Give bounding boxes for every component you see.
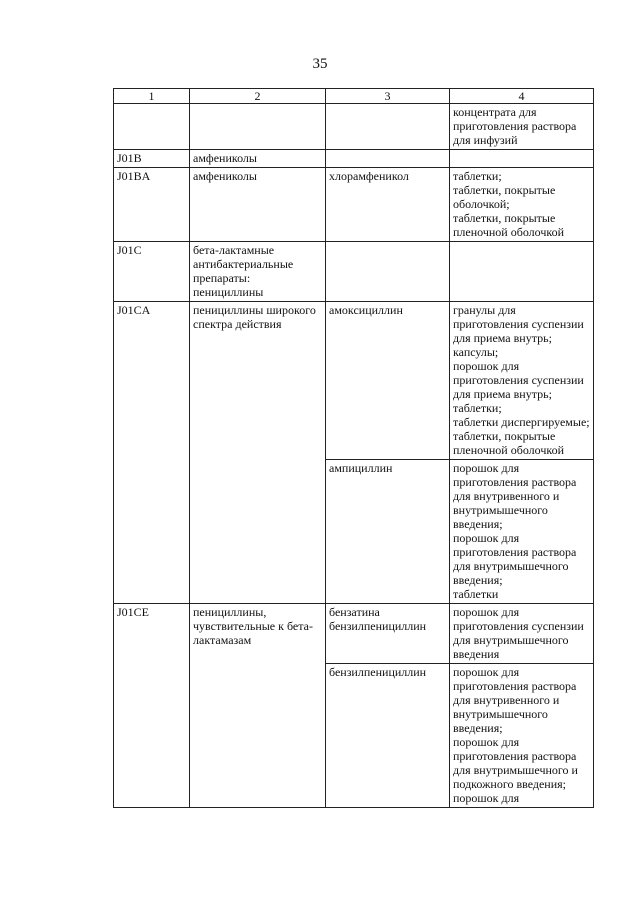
forms-cell <box>450 104 594 150</box>
form-line: для внутримышечного <box>453 559 569 573</box>
form-line: порошок для <box>453 531 520 545</box>
form-line: пленочной оболочкой <box>453 443 565 457</box>
table-row <box>114 168 594 242</box>
form-line: подкожного введения; <box>453 777 566 791</box>
forms-cell <box>450 168 594 242</box>
form-line: введения; <box>453 517 503 531</box>
drug-cell <box>326 104 450 150</box>
atc-code-cell: J01CA <box>114 302 190 604</box>
form-line: порошок для <box>453 791 520 805</box>
form-line: приготовления раствора <box>453 679 577 693</box>
drug-cell <box>326 168 450 242</box>
page-number: 35 <box>312 56 328 72</box>
form-line: для внутримышечного <box>453 633 569 647</box>
table-row <box>114 104 594 150</box>
forms-cell <box>450 150 594 168</box>
drug-cell <box>326 150 450 168</box>
form-line: приготовления раствора <box>453 545 577 559</box>
form-line: порошок для <box>453 735 520 749</box>
header-row <box>114 89 594 104</box>
form-line: таблетки, покрытые <box>453 211 556 225</box>
group-line: амфениколы <box>193 151 257 165</box>
group-cell <box>190 104 326 150</box>
group-line: чувствительные к бета- <box>193 619 313 633</box>
table-row <box>114 302 594 460</box>
forms-cell <box>450 460 594 604</box>
form-line: для внутривенного и <box>453 693 560 707</box>
form-line: оболочкой; <box>453 197 510 211</box>
column-header-3: 3 <box>326 89 450 104</box>
form-line: введения; <box>453 573 503 587</box>
form-line: порошок для <box>453 665 520 679</box>
atc-code-cell: J01B <box>114 150 190 168</box>
form-line: таблетки, покрытые <box>453 429 556 443</box>
drug-table <box>113 88 594 808</box>
atc-code-cell: J01CE <box>114 604 190 808</box>
form-line: пленочной оболочкой <box>453 225 565 239</box>
column-header-4: 4 <box>450 89 594 104</box>
form-line: введения; <box>453 721 503 735</box>
drug-cell <box>326 664 450 808</box>
form-line: концентрата для <box>453 105 537 119</box>
atc-code-cell: J01BA <box>114 168 190 242</box>
form-line: порошок для <box>453 359 520 373</box>
group-cell <box>190 604 326 808</box>
group-line: пенициллины, <box>193 605 267 619</box>
group-cell <box>190 150 326 168</box>
group-cell <box>190 302 326 604</box>
group-cell <box>190 242 326 302</box>
column-header-2: 2 <box>190 89 326 104</box>
group-line: антибактериальные <box>193 257 294 271</box>
drug-line: бензилпенициллин <box>329 619 427 633</box>
group-line: пенициллины широкого <box>193 303 316 317</box>
group-line: препараты: <box>193 271 251 285</box>
form-line: таблетки, покрытые <box>453 183 556 197</box>
form-line: гранулы для <box>453 303 516 317</box>
form-line: приготовления раствора <box>453 749 577 763</box>
drug-cell <box>326 242 450 302</box>
drug-line: бензилпенициллин <box>329 665 427 679</box>
form-line: капсулы; <box>453 345 499 359</box>
form-line: для инфузий <box>453 133 518 147</box>
form-line: введения <box>453 647 500 661</box>
group-line: амфениколы <box>193 169 257 183</box>
form-line: порошок для <box>453 605 520 619</box>
form-line: приготовления суспензии <box>453 373 584 387</box>
atc-code-cell: J01C <box>114 242 190 302</box>
form-line: таблетки; <box>453 169 502 183</box>
drug-line: амоксициллин <box>329 303 403 317</box>
form-line: для внутримышечного и <box>453 763 578 777</box>
atc-code-cell <box>114 104 190 150</box>
form-line: приготовления суспензии <box>453 317 584 331</box>
form-line: таблетки диспергируемые; <box>453 415 590 429</box>
form-line: приготовления суспензии <box>453 619 584 633</box>
table-row <box>114 150 594 168</box>
form-line: внутримышечного <box>453 707 548 721</box>
form-line: порошок для <box>453 461 520 475</box>
table-row <box>114 242 594 302</box>
forms-cell <box>450 664 594 808</box>
group-line: пенициллины <box>193 285 264 299</box>
group-line: спектра действия <box>193 317 282 331</box>
form-line: для приема внутрь; <box>453 387 552 401</box>
table-row <box>114 604 594 664</box>
drug-cell <box>326 604 450 664</box>
form-line: таблетки <box>453 587 499 601</box>
forms-cell <box>450 604 594 664</box>
group-line: лактамазам <box>193 633 252 647</box>
drug-line: ампициллин <box>329 461 393 475</box>
drug-line: бензатина <box>329 605 380 619</box>
group-line: бета-лактамные <box>193 243 275 257</box>
forms-cell <box>450 302 594 460</box>
form-line: приготовления раствора <box>453 119 577 133</box>
form-line: для приема внутрь; <box>453 331 552 345</box>
form-line: таблетки; <box>453 401 502 415</box>
drug-cell <box>326 460 450 604</box>
group-cell <box>190 168 326 242</box>
column-header-1: 1 <box>114 89 190 104</box>
drug-cell <box>326 302 450 460</box>
form-line: приготовления раствора <box>453 475 577 489</box>
form-line: внутримышечного <box>453 503 548 517</box>
drug-line: хлорамфеникол <box>329 169 409 183</box>
forms-cell <box>450 242 594 302</box>
form-line: для внутривенного и <box>453 489 560 503</box>
